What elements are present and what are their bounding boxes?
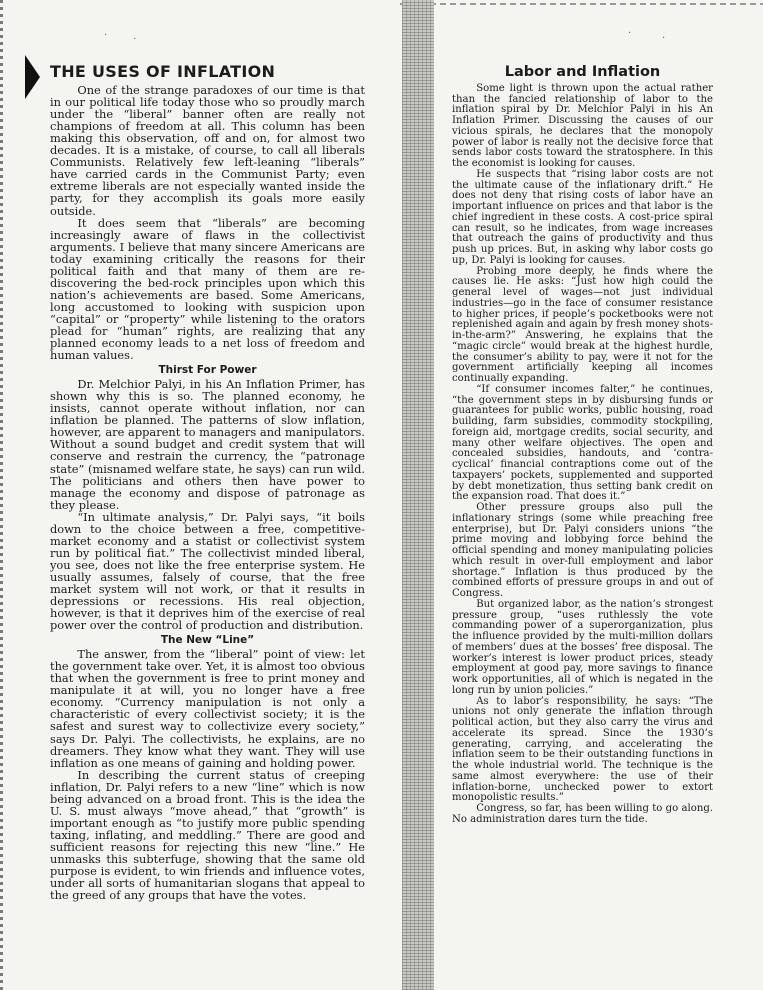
scan-speck: · [104, 30, 108, 41]
section-heading: Thirst For Power [158, 364, 257, 377]
paragraph: It does seem that “liberals” are becoming increasingly aware of flaws in the collectivist arguments. I believe that many sincere Americans are today examining critically the reasons for their political faith and that many of them are re-discovering the bed-rock principles upon which this nation’s achievements are based. Some Americans, long accustomed to looking with suspicion upon “capital” or “property” while listening to the orators plead for “human” rights, are realizing that any planned economy leads to a net loss of freedom and human values. [50, 215, 365, 363]
paragraph: The answer, from the “liberal” point of view: let the government take over. Yet, it is almost too obvious that when the government is free to print money and manipulate it at will, you no longer have a free economy. “Currency manipulation is not only a characteristic of every collectivist society; it is the safest and surest way to collectivize every society,” says Dr. Palyi. The collectivists, he explains, are no dreamers. They know what they want. They will use inflation as one means of gaining and holding power. [50, 647, 365, 770]
section-heading: The New “Line” [160, 634, 255, 647]
paragraph: Dr. Melchior Palyi, in his An Inflation Primer, has shown why this is so. The planned economy, he insists, cannot operate without inflation, nor can inflation be planned. The patterns of slow inflation, however, are apparent to managers and manipulators. Without a sound budget and credit system that will conserve and restrain the currency, the “patronage state” (misnamed welfare state, he says) can run wild. The politicians and others then have power to manage the economy and dispose of patronage as they please. [50, 377, 365, 512]
paragraph: He suspects that “rising labor costs are not the ultimate cause of the inflationary drift.” He does not deny that rising costs of labor have an important influence on prices and that labor is the chief ingredient in these costs. A cost-price spiral can result, so he indicates, from wage increases that outreach the gains of productivity and thus push up prices. But, in asking why labor costs go up, Dr. Palyi is looking for causes. [452, 168, 713, 266]
paragraph: Other pressure groups also pull the inflationary strings (some while preaching free enterprise), but Dr. Palyi considers unions “the prime moving and lobbying force behind the official spending and money manipulating policies which result in over-full employment and labor shortage.” Inflation is thus produced by the combined efforts of pressure groups in and out of Congress. [452, 502, 713, 599]
top-rule [400, 3, 763, 5]
center-gutter [402, 0, 434, 990]
paragraph: As to labor’s responsibility, he says: “The unions not only generate the inflation through political action, but they also carry the virus and accelerate its spread. Since the 1930’s generating, carrying, and accelerating the inflation seem to be their outstanding functions in the whole industrial world. The technique is the same almost everywhere: the use of their inflation-borne, unchecked power to extort monopolistic results.” [452, 695, 713, 804]
right-article-title: Labor and Inflation [504, 64, 661, 80]
right-article [452, 62, 713, 826]
paragraph: Congress, so far, has been willing to go along. No administration dares turn the tide. [452, 803, 713, 825]
left-article [50, 62, 365, 901]
scan-speck: · [133, 34, 137, 45]
paragraph: Probing more deeply, he finds where the causes lie. He asks: “Just how high could the general level of wages—not just individual industries—go in the face of consumer resistance to higher prices, if people’s pocketbooks were not replenished again and again by fresh money shots-in-the-arm?” Answering, he explains that the “magic circle” would break at the highest hurdle, the consumer’s ability to pay, were it not for the government artificially keeping all incomes continually expanding. [452, 265, 713, 384]
paragraph: One of the strange paradoxes of our time is that in our political life today those who so proudly march under the “liberal” banner often are really not champions of freedom at all. This column has been making this observation, off and on, for almost two decades. It is a mistake, of course, to call all liberals Communists. Relatively few left-leaning “liberals” have carried cards in the Communist Party; even extreme liberals are not especially wanted inside the party, for they accomplish its goals more easily outside. [50, 83, 365, 218]
left-article-title: THE USES OF INFLATION [50, 62, 276, 81]
paragraph: In describing the current status of creeping inflation, Dr. Palyi refers to a new “line” which is now being advanced on a broad front. This is the idea the U. S. must always “move ahead,” that “growth” is important enough as “to justify more public spending taxing, inflating, and meddling.” There are good and sufficient reasons for rejecting this new “line.” He unmasks this subterfuge, showing that the same old purpose is evident, to win friends and influence votes, under all sorts of humanitarian slogans that appeal to the greed of any groups that have the votes. [50, 767, 365, 903]
left-edge-shadow [0, 0, 3, 990]
paragraph: Some light is thrown upon the actual rather than the fancied relationship of labor to the inflation spiral by Dr. Melchior Palyi in his An Inflation Primer. Discussing the causes of our vicious spirals, he declares that the monopoly power of labor is really not the decisive force that sends labor costs toward the stratosphere. In this the economist is looking for causes. [452, 82, 713, 169]
scan-speck: · [628, 28, 632, 39]
paragraph: “If consumer incomes falter,” he continues, “the government steps in by disbursing funds or guarantees for public works, public housing, road building, farm subsidies, commodity stockpiling, foreign aid, mortgage credits, social security, and many other welfare objectives. The open and concealed subsidies, handouts, and ‘contra-cyclical’ financial contraptions come out of the taxpayers’ pockets, supplemented and supported by debt monetization, thus setting bank credit on the expansion road. That does it.” [452, 383, 713, 503]
paragraph: “In ultimate analysis,” Dr. Palyi says, “it boils down to the choice between a free, competitive-market economy and a statist or collectivist system run by political fiat.” The collectivist minded liberal, you see, does not like the free enterprise system. He usually assumes, falsely of course, that the free market system will not work, or that it results in depressions or recessions. His real objection, however, is that it deprives him of the exercise of real power over the control of production and distribution. [50, 509, 365, 633]
section-arrow-icon [25, 55, 40, 99]
scan-speck: · [662, 33, 666, 44]
paragraph: But organized labor, as the nation’s strongest pressure group, “uses ruthlessly the vote commanding power of a superorganization, plus the influence provided by the multi-million dollars of members’ dues at the bosses’ free disposal. The worker’s interest is lower product prices, steady employment at good pay, more savings to finance work opportunities, all of which is negated in the long run by union policies.” [452, 598, 713, 696]
